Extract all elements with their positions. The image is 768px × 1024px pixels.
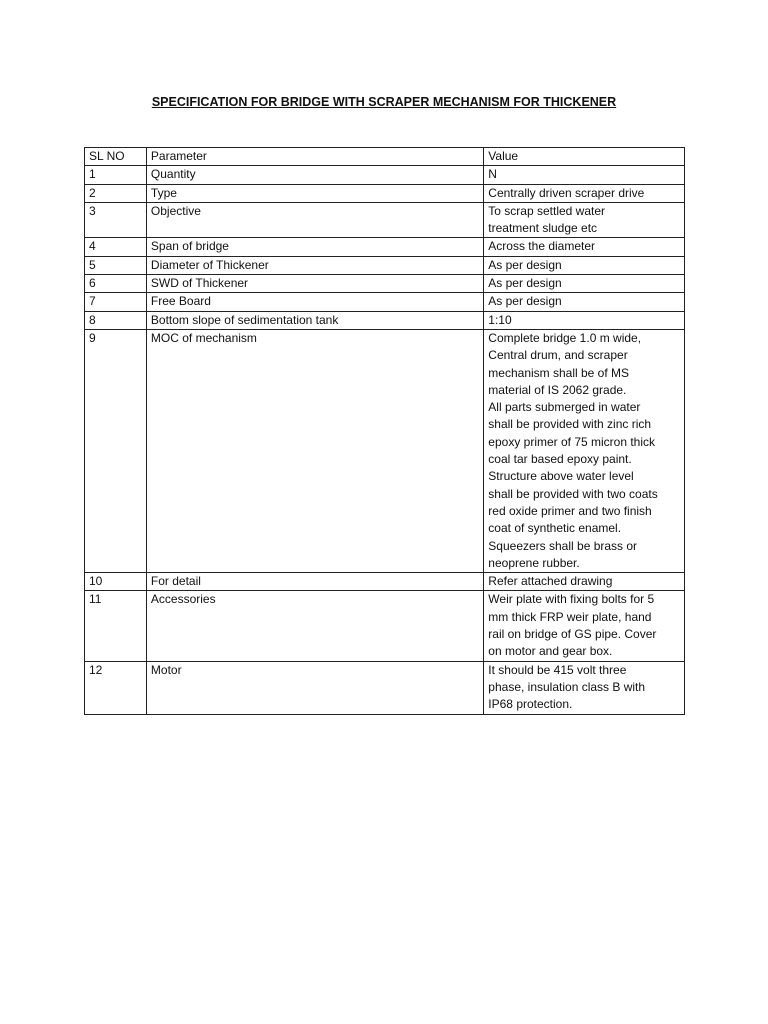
row-sl-no: 8 — [85, 311, 147, 329]
table-row — [85, 184, 685, 202]
table-row — [85, 293, 685, 311]
row-value: As per design — [484, 293, 685, 311]
row-sl-no: 6 — [85, 275, 147, 293]
document-title: SPECIFICATION FOR BRIDGE WITH SCRAPER MECHANISM FOR THICKENER — [151, 95, 617, 109]
row-sl-no: 12 — [85, 661, 147, 714]
row-value: Centrally driven scraper drive — [484, 184, 685, 202]
row-parameter: Motor — [146, 661, 483, 714]
row-value: Across the diameter — [484, 238, 685, 256]
row-value: Complete bridge 1.0 m wide, Central drum, and scraper mechanism shall be of MS material of IS 2062 grade. All parts submerged in water shall be provided with zinc rich epoxy primer of 75 micron thick coal tar based epoxy paint. Structure above water level shall be provided with two coats red oxide primer and two finish coat of synthetic enamel. Squeezers shall be brass or neoprene rubber. — [484, 329, 685, 572]
row-value: N — [484, 166, 685, 184]
table-row — [85, 256, 685, 274]
row-value: 1:10 — [484, 311, 685, 329]
table-header-row — [85, 148, 685, 166]
row-sl-no: 9 — [85, 329, 147, 572]
table-row — [85, 238, 685, 256]
row-parameter: MOC of mechanism — [146, 329, 483, 572]
row-value: As per design — [484, 275, 685, 293]
row-parameter: For detail — [146, 573, 483, 591]
row-sl-no: 2 — [85, 184, 147, 202]
row-sl-no: 11 — [85, 591, 147, 661]
table-row — [85, 591, 685, 661]
row-sl-no: 7 — [85, 293, 147, 311]
row-sl-no: 3 — [85, 202, 147, 238]
table-row — [85, 202, 685, 238]
header-parameter: Parameter — [146, 148, 483, 166]
header-sl-no: SL NO — [85, 148, 147, 166]
table-row — [85, 661, 685, 714]
row-value: It should be 415 volt three phase, insulation class B with IP68 protection. — [484, 661, 685, 714]
row-value: To scrap settled water treatment sludge etc — [484, 202, 685, 238]
row-sl-no: 10 — [85, 573, 147, 591]
row-parameter: Objective — [146, 202, 483, 238]
row-parameter: Type — [146, 184, 483, 202]
row-value: Weir plate with fixing bolts for 5 mm thick FRP weir plate, hand rail on bridge of GS pipe. Cover on motor and gear box. — [484, 591, 685, 661]
table-row — [85, 311, 685, 329]
row-sl-no: 5 — [85, 256, 147, 274]
table-row — [85, 573, 685, 591]
row-parameter: Diameter of Thickener — [146, 256, 483, 274]
row-sl-no: 1 — [85, 166, 147, 184]
row-parameter: Span of bridge — [146, 238, 483, 256]
header-value: Value — [484, 148, 685, 166]
row-parameter: SWD of Thickener — [146, 275, 483, 293]
row-parameter: Free Board — [146, 293, 483, 311]
specification-table — [84, 147, 685, 715]
row-parameter: Bottom slope of sedimentation tank — [146, 311, 483, 329]
row-sl-no: 4 — [85, 238, 147, 256]
table-row — [85, 329, 685, 572]
row-parameter: Accessories — [146, 591, 483, 661]
table-row — [85, 275, 685, 293]
table-row — [85, 166, 685, 184]
row-parameter: Quantity — [146, 166, 483, 184]
row-value: Refer attached drawing — [484, 573, 685, 591]
row-value: As per design — [484, 256, 685, 274]
